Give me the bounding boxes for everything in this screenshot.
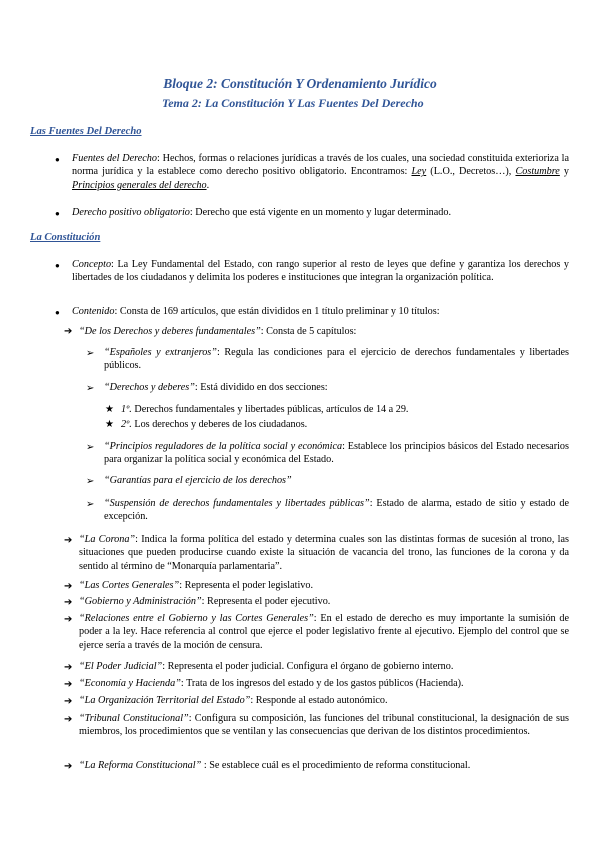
arrowhead-icon: ➢ [86, 499, 95, 510]
titulo-label: “Tribunal Constitucional” [79, 713, 189, 724]
list-item-fuentes [72, 152, 569, 192]
titulo-text: : En el estado de derecho es muy importante la sumisión de poder a la ley. Hace referencia al control que ejerce el poder legislativo frente al ejecutivo. Ejemplo del control que se ejerce sería a través de la moción de censura. [79, 613, 570, 651]
term-text: : Derecho que está vigente en un momento y lugar determinado. [189, 207, 452, 218]
seccion-text: Los derechos y deberes de los ciudadanos. [131, 419, 308, 430]
titulo-item [79, 660, 569, 673]
text-y: y [559, 166, 570, 178]
capitulo-text: : Regula las condiciones para el ejercicio de derechos fundamentales y libertades públicos. [104, 347, 569, 372]
seccion-num: 2º. [121, 419, 132, 430]
list-item-contenido [72, 305, 569, 318]
bullet-dot: ● [55, 261, 60, 270]
term-label: Concepto [72, 259, 112, 270]
capitulo-item [104, 474, 569, 487]
titulo-text: : Responde al estado autonómico. [250, 695, 388, 706]
titulo-label: “La Organización Territorial del Estado” [79, 695, 251, 706]
capitulo-text: : Estado de alarma, estado de sitio y estado de excepción. [104, 498, 570, 523]
titulo-label: “Relaciones entre el Gobierno y las Cortes Generales” [79, 613, 314, 624]
arrow-icon: ➔ [64, 581, 73, 592]
capitulo-label: “Principios reguladores de la política social y económica [104, 441, 343, 452]
arrow-icon: ➔ [64, 714, 73, 725]
capitulo-text: : Está dividido en dos secciones: [194, 382, 328, 393]
text-ley-rest: (L.O., Decretos…), [426, 166, 516, 178]
arrow-icon: ➔ [64, 614, 73, 625]
titulo-text: : Representa el poder legislativo. [179, 580, 314, 591]
arrowhead-icon: ➢ [86, 476, 95, 487]
titulo-text: : Se establece cuál es el procedimiento de reforma constitucional. [201, 760, 471, 771]
page-subtitle: Tema 2: La Constitución Y Las Fuentes Del Derecho [162, 96, 424, 110]
titulo-text: : Representa el poder ejecutivo. [201, 596, 331, 607]
link-costumbre: Costumbre [515, 166, 560, 178]
titulo-label: “Economía y Hacienda” [79, 678, 181, 689]
capitulo-label: “Derechos y deberes” [104, 382, 195, 393]
list-item-concepto [72, 258, 569, 285]
arrowhead-icon: ➢ [86, 383, 95, 394]
arrow-icon: ➔ [64, 535, 73, 546]
titulo-label: “La Corona” [79, 534, 136, 545]
arrow-icon: ➔ [64, 696, 73, 707]
capitulo-item [104, 440, 569, 467]
term-label: Contenido [72, 306, 115, 317]
link-principios: Principios generales del derecho [72, 179, 207, 191]
bullet-dot: ● [55, 155, 60, 164]
titulo-label: “El Poder Judicial” [79, 661, 163, 672]
titulo-item [79, 759, 569, 772]
titulo-item [79, 533, 569, 573]
arrow-icon: ➔ [64, 326, 73, 337]
arrow-icon: ➔ [64, 597, 73, 608]
titulo-item [79, 677, 569, 690]
capitulo-text: : Establece los principios básicos del Estado necesarios para organizar la política social y económica del Estado. [104, 441, 569, 466]
titulo-derechos [79, 325, 569, 338]
term-text: : Hechos, formas o relaciones jurídicas a través de los cuales, una sociedad constituida exterioriza la norma jurídica y la establece como derecho positivo obligatorio. Encontramos: [72, 153, 570, 178]
seccion-item [121, 403, 569, 416]
term-label: Fuentes del Derecho [72, 153, 157, 164]
page-title: Bloque 2: Constitución Y Ordenamiento Jurídico [163, 76, 437, 91]
list-item-derecho-positivo [72, 206, 569, 219]
bullet-dot: ● [55, 209, 60, 218]
titulo-label: “Gobierno y Administración” [79, 596, 202, 607]
arrow-icon: ➔ [64, 662, 73, 673]
titulo-label: “De los Derechos y deberes fundamentales” [79, 326, 261, 337]
titulo-text: : Indica la forma política del estado y determina cuales son las distintas formas de sucesión al trono, las situaciones que pueden producirse cuando existe la situación de vacancia del trono, las funciones de la corona y da sentido al término de “Monarquía parlamentaria”. [79, 534, 569, 572]
capitulo-item [104, 346, 569, 373]
capitulo-item [104, 497, 569, 524]
star-icon: ★ [105, 419, 114, 430]
arrow-icon: ➔ [64, 679, 73, 690]
titulo-item [79, 579, 569, 592]
arrow-icon: ➔ [64, 761, 73, 772]
term-label: Derecho positivo obligatorio [72, 207, 190, 218]
section-heading-constitucion: La Constitución [30, 232, 101, 243]
titulo-text: : Representa el poder judicial. Configura el órgano de gobierno interno. [162, 661, 454, 672]
titulo-label: “Las Cortes Generales” [79, 580, 180, 591]
titulo-item [79, 595, 569, 608]
seccion-item [121, 418, 569, 431]
text-end: . [206, 179, 210, 191]
titulo-item [79, 694, 569, 707]
titulo-text: : Trata de los ingresos del estado y de los gastos públicos (Hacienda). [180, 678, 464, 689]
arrowhead-icon: ➢ [86, 442, 95, 453]
titulo-item [79, 712, 569, 739]
bullet-dot: ● [55, 308, 60, 317]
seccion-num: 1º. [121, 404, 132, 415]
section-heading-fuentes: Las Fuentes Del Derecho [30, 126, 142, 137]
titulo-text: : Configura su composición, las funciones del tribunal constitucional, la designación de sus miembros, los procedimientos que se ventilan y las consecuencias que derivan de los distintos procedimientos. [79, 713, 569, 738]
term-text: : Consta de 169 artículos, que están divididos en 1 título preliminar y 10 títulos: [114, 306, 440, 317]
titulo-label: “La Reforma Constitucional” [79, 760, 202, 771]
titulo-item [79, 612, 569, 652]
arrowhead-icon: ➢ [86, 348, 95, 359]
capitulo-label: “Suspensión de derechos fundamentales y libertades públicas” [104, 498, 370, 509]
link-ley: Ley [411, 166, 427, 178]
titulo-text: : Consta de 5 capítulos: [260, 326, 357, 337]
seccion-text: Derechos fundamentales y libertades públicas, artículos de 14 a 29. [131, 404, 409, 415]
capitulo-item [104, 381, 569, 394]
capitulo-label: “Españoles y extranjeros” [104, 347, 217, 358]
star-icon: ★ [105, 404, 114, 415]
term-text: : La Ley Fundamental del Estado, con rango superior al resto de leyes que define y garantiza los derechos y libertades de los ciudadanos y delimita los poderes e instituciones que integran la organización política. [72, 259, 569, 284]
capitulo-label: “Garantías para el ejercicio de los derechos” [104, 475, 292, 486]
